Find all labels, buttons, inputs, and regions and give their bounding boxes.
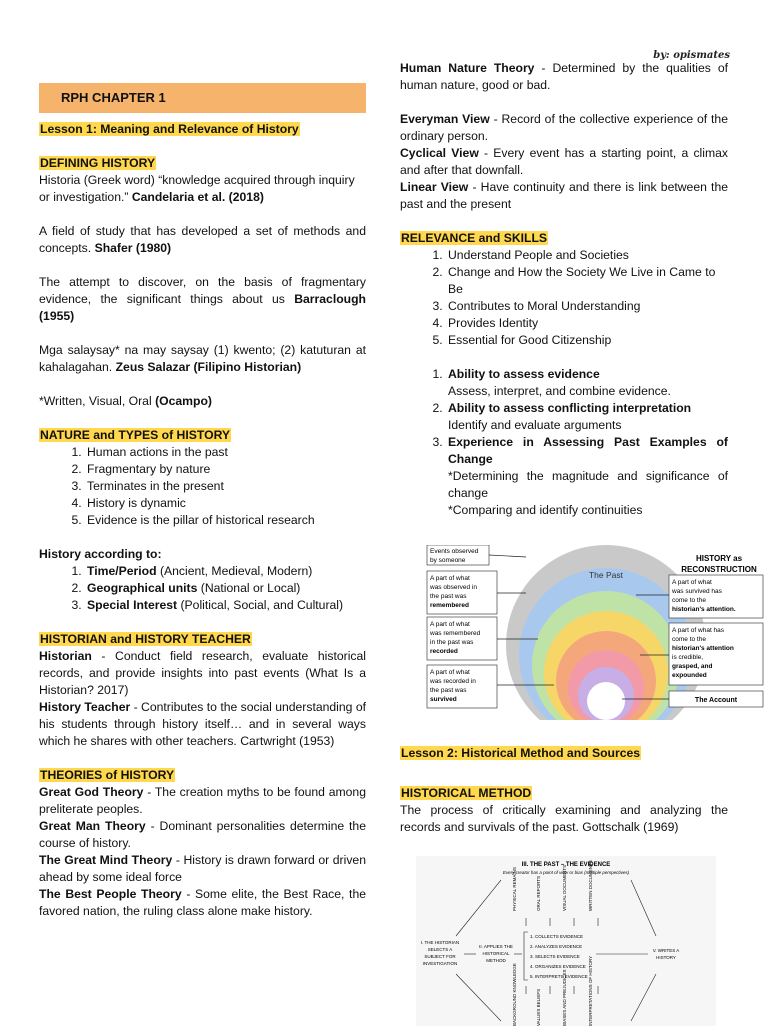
svg-text:the past was: the past was xyxy=(430,687,467,694)
box-recorded xyxy=(427,617,497,660)
svg-text:BACKGROUND KNOWLEDGE: BACKGROUND KNOWLEDGE xyxy=(512,963,517,1026)
list-item: 2. Geographical units (National or Local) xyxy=(85,580,366,597)
theory-item: Human Nature Theory - Determined by the qualities of human nature, good or bad. xyxy=(400,61,728,92)
list-item: 1. Ability to assess evidence Assess, interpret, and combine evidence. xyxy=(446,366,728,400)
svg-text:come to the: come to the xyxy=(672,597,706,604)
box-observed xyxy=(427,545,489,565)
historical-method-diagram xyxy=(416,856,716,1026)
box-account xyxy=(669,691,763,707)
svg-text:A part of what: A part of what xyxy=(430,621,470,628)
list-item: 3. Special Interest (Political, Social, and Cultural) xyxy=(85,597,366,614)
svg-text:expounded: expounded xyxy=(672,672,707,679)
svg-text:HISTORICAL: HISTORICAL xyxy=(482,951,510,956)
box-credible xyxy=(669,623,763,685)
applies-method-block xyxy=(479,944,513,963)
theory-item: Linear View - Have continuity and there is link between the past and the present xyxy=(400,180,728,211)
lesson-2-title: Lesson 2: Historical Method and Sources xyxy=(401,746,641,760)
theory-item: Everyman View - Record of the collective experience of the ordinary person. xyxy=(400,112,728,143)
svg-text:PHYSICAL REMAINS: PHYSICAL REMAINS xyxy=(512,867,517,911)
svg-text:by someone: by someone xyxy=(430,557,466,564)
svg-text:A part of what: A part of what xyxy=(672,579,712,586)
historian-selects-block xyxy=(421,940,459,966)
svg-text:INTERPRETATIONS OF HISTORY: INTERPRETATIONS OF HISTORY xyxy=(588,955,593,1026)
svg-text:was recorded in: was recorded in xyxy=(430,678,476,685)
svg-text:II. APPLIES THE: II. APPLIES THE xyxy=(479,944,513,949)
defining-paragraph-4: Mga salaysay* na may saysay (1) kwento; (2) katuturan at kahalagahan. Zeus Salazar (Filipino Historian) xyxy=(39,343,366,374)
list-item: 5. Evidence is the pillar of historical research xyxy=(85,512,366,529)
history-according-heading: History according to: xyxy=(39,547,162,561)
box-survived xyxy=(427,665,497,708)
svg-text:in the past was: in the past was xyxy=(430,639,474,646)
svg-text:SELECTS A: SELECTS A xyxy=(427,947,453,952)
defining-paragraph-2: A field of study that has developed a set of methods and concepts. Shafer (1980) xyxy=(39,224,366,255)
figure-title-line-2: RECONSTRUCTION xyxy=(681,565,757,574)
svg-text:BIASES AND PREJUDICES: BIASES AND PREJUDICES xyxy=(562,969,567,1026)
box-attention xyxy=(669,575,763,618)
svg-text:SUBJECT FOR: SUBJECT FOR xyxy=(424,954,456,959)
svg-text:was observed in: was observed in xyxy=(430,584,477,591)
svg-text:was remembered: was remembered xyxy=(430,630,481,637)
list-item: 1. Human actions in the past xyxy=(85,444,366,461)
right-column xyxy=(400,60,757,1026)
relevance-list xyxy=(400,247,728,349)
svg-text:Events observed: Events observed xyxy=(430,548,479,555)
svg-text:was survived has: was survived has xyxy=(672,588,722,595)
historical-method-heading: HISTORICAL METHOD xyxy=(401,786,532,800)
skills-list xyxy=(400,366,728,519)
theory-item: Great God Theory - The creation myths to be found among preliterate peoples. xyxy=(39,785,366,816)
svg-text:5. INTERPRETS EVIDENCE: 5. INTERPRETS EVIDENCE xyxy=(530,974,588,979)
chapter-title: RPH CHAPTER 1 xyxy=(39,83,366,113)
writes-history-block xyxy=(653,948,680,960)
theory-item: Great Man Theory - Dominant personalities determine the course of history. xyxy=(39,819,366,850)
list-item: 3. Experience in Assessing Past Examples of Change *Determining the magnitude and significance of change *Comparing and identify continuities xyxy=(446,434,728,519)
svg-text:4. ORGANIZES EVIDENCE: 4. ORGANIZES EVIDENCE xyxy=(530,964,586,969)
list-item: 3. Terminates in the present xyxy=(85,478,366,495)
history-reconstruction-figure xyxy=(426,545,766,720)
svg-text:VALUES BELIEFS: VALUES BELIEFS xyxy=(536,988,541,1026)
history-teacher-definition: History Teacher - Contributes to the social understanding of his students through history itself… and in several ways which he shares with other teachers. Cartwright (1953) xyxy=(39,700,366,748)
defining-paragraph-5: *Written, Visual, Oral (Ocampo) xyxy=(39,394,212,408)
list-item: 4. Provides Identity xyxy=(446,315,728,332)
theory-item: The Best People Theory - Some elite, the Best Race, the favored nation, the ruling class alone make history. xyxy=(39,887,366,918)
svg-text:V. WRITES A: V. WRITES A xyxy=(652,948,680,953)
svg-text:WRITTEN DOCUMENTS: WRITTEN DOCUMENTS xyxy=(588,860,593,911)
svg-text:3. SELECTS EVIDENCE: 3. SELECTS EVIDENCE xyxy=(530,954,580,959)
according-list xyxy=(39,563,366,614)
theories-heading: THEORIES of HISTORY xyxy=(40,768,175,782)
svg-text:survived: survived xyxy=(430,696,457,703)
list-item: 1. Understand People and Societies xyxy=(446,247,728,264)
list-item: 2. Fragmentary by nature xyxy=(85,461,366,478)
svg-text:remembered: remembered xyxy=(430,602,470,609)
diagram-title: III. THE PAST – THE EVIDENCE xyxy=(521,862,611,868)
list-item: 2. Change and How the Society We Live in Came to Be xyxy=(446,264,728,298)
historian-definition: Historian - Conduct field research, evaluate historical records, and provide insights into past events (What Is a Historian? 2017) xyxy=(39,649,366,697)
svg-text:ORAL REPORTS: ORAL REPORTS xyxy=(536,875,541,911)
svg-text:I. THE HISTORIAN: I. THE HISTORIAN xyxy=(420,940,460,945)
the-past-label: The Past xyxy=(588,570,624,580)
svg-text:grasped, and: grasped, and xyxy=(672,663,713,670)
svg-text:A part of what: A part of what xyxy=(430,575,470,582)
svg-text:the past was: the past was xyxy=(430,593,467,600)
list-item: 3. Contributes to Moral Understanding xyxy=(446,298,728,315)
svg-text:1. COLLECTS EVIDENCE: 1. COLLECTS EVIDENCE xyxy=(530,934,584,939)
svg-text:historian's attention: historian's attention xyxy=(672,645,734,652)
list-item: 4. History is dynamic xyxy=(85,495,366,512)
lesson-1-title: Lesson 1: Meaning and Relevance of History xyxy=(40,122,299,136)
left-column xyxy=(39,60,366,920)
svg-text:historian's attention.: historian's attention. xyxy=(672,606,736,613)
svg-text:recorded: recorded xyxy=(430,648,458,655)
svg-text:2. ANALYZES EVIDENCE: 2. ANALYZES EVIDENCE xyxy=(530,944,583,949)
svg-text:is credible,: is credible, xyxy=(672,654,704,661)
svg-text:A part of what has: A part of what has xyxy=(672,627,725,634)
defining-paragraph-1: Historia (Greek word) “knowledge acquired through inquiry or investigation.” Candelaria et al. (2018) xyxy=(39,173,355,204)
figure-title-line-1: HISTORY as xyxy=(695,554,743,563)
list-item: 1. Time/Period (Ancient, Medieval, Modern) xyxy=(85,563,366,580)
svg-text:METHOD: METHOD xyxy=(486,958,506,963)
list-item: 5. Essential for Good Citizenship xyxy=(446,332,728,349)
box-remembered xyxy=(427,571,497,614)
relevance-heading: RELEVANCE and SKILLS xyxy=(401,231,548,245)
method-steps xyxy=(530,934,588,979)
nature-list xyxy=(39,444,366,529)
historian-heading: HISTORIAN and HISTORY TEACHER xyxy=(40,632,251,646)
theory-item: Cyclical View - Every event has a starting point, a climax and after that downfall. xyxy=(400,146,728,177)
svg-text:The Account: The Account xyxy=(694,697,738,704)
author-credit: by: opismates xyxy=(653,50,730,61)
nature-heading: NATURE and TYPES of HISTORY xyxy=(40,428,231,442)
theory-item: The Great Mind Theory - History is drawn forward or driven ahead by some ideal force xyxy=(39,853,366,884)
diagram-subtitle: Every creator has a point of view or bias (multiple perspectives) xyxy=(502,870,630,875)
historical-method-paragraph: The process of critically examining and analyzing the records and survivals of the past. Gottschalk (1969) xyxy=(400,803,728,834)
svg-text:VISUAL DOCUMENTS: VISUAL DOCUMENTS xyxy=(562,864,567,911)
svg-text:HISTORY: HISTORY xyxy=(656,955,676,960)
list-item: 2. Ability to assess conflicting interpretation Identify and evaluate arguments xyxy=(446,400,728,434)
svg-text:come to the: come to the xyxy=(672,636,706,643)
defining-history-heading: DEFINING HISTORY xyxy=(40,156,156,170)
svg-text:A part of what: A part of what xyxy=(430,669,470,676)
defining-paragraph-3: The attempt to discover, on the basis of fragmentary evidence, the significant things about us Barraclough (1955) xyxy=(39,275,366,323)
svg-text:INVESTIGATION: INVESTIGATION xyxy=(422,961,458,966)
